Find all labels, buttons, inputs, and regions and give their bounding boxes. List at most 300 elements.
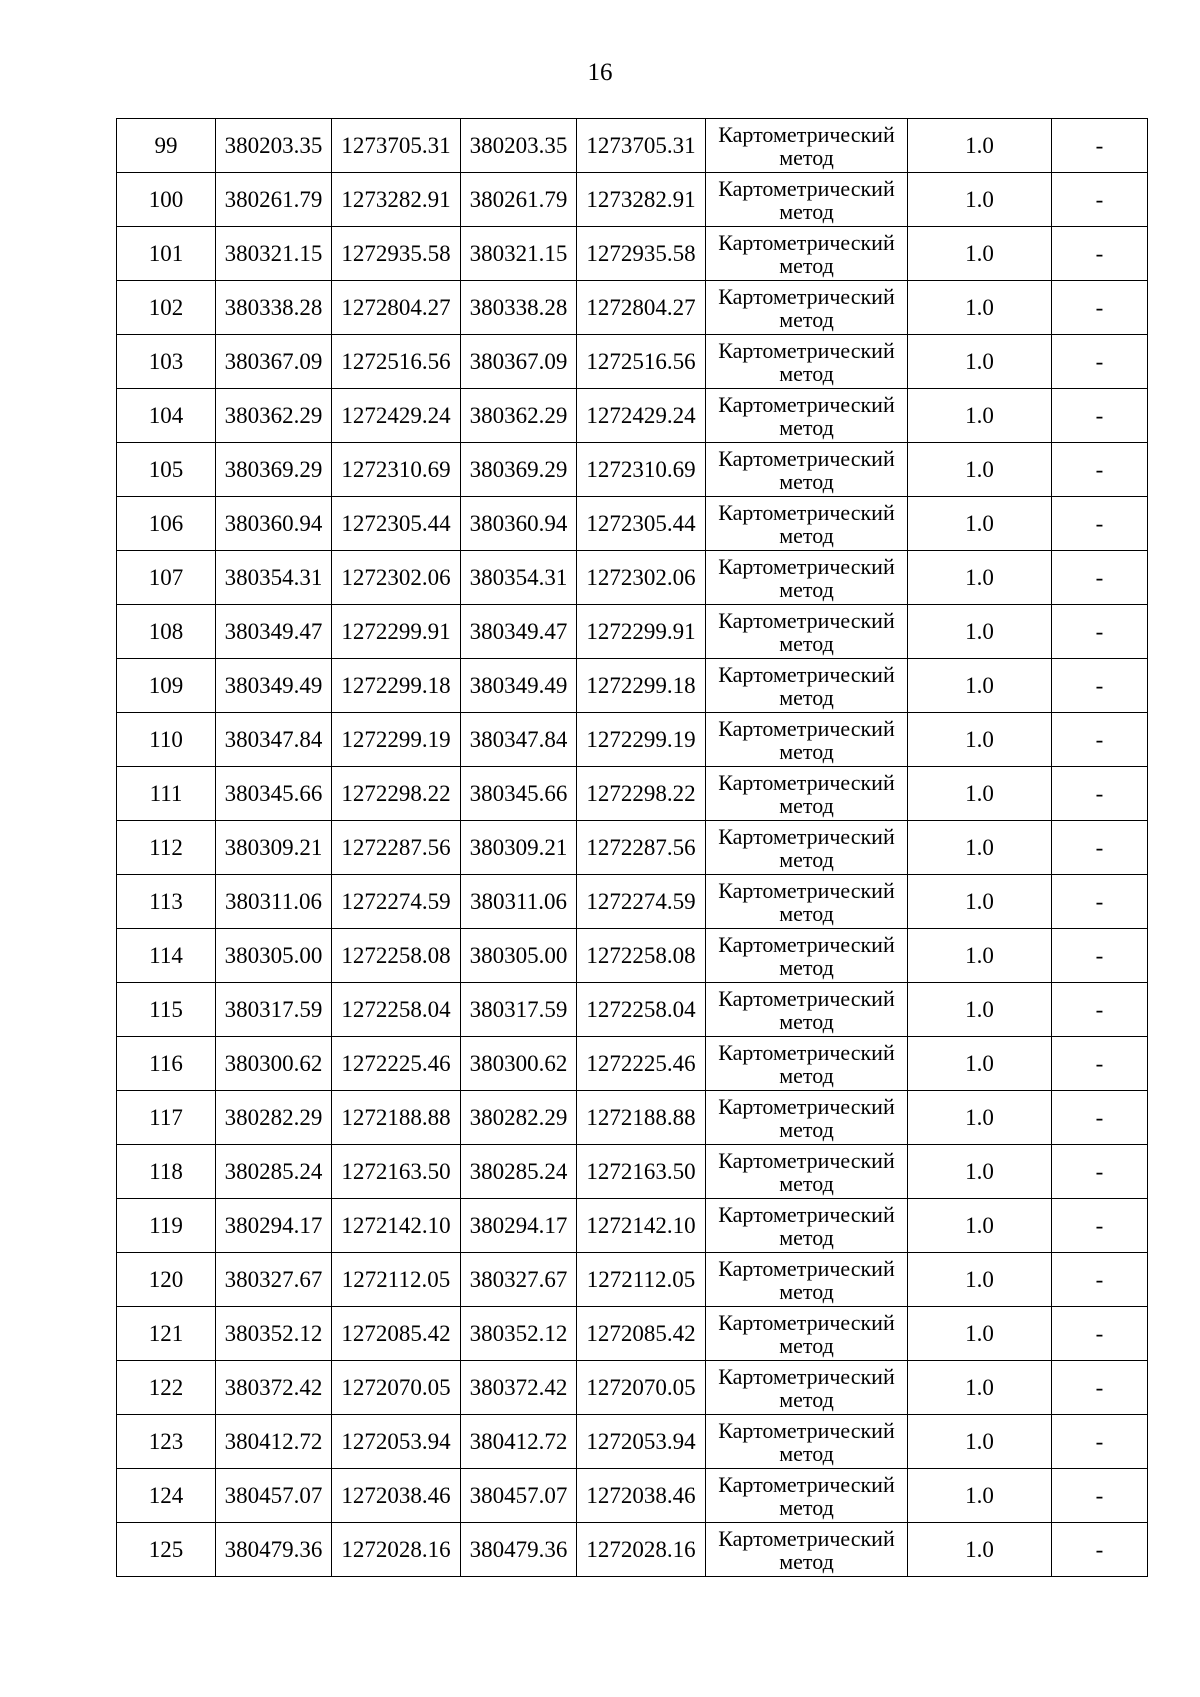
x-coordinate-existing-cell: 380317.59: [461, 983, 577, 1037]
note-cell: -: [1052, 983, 1148, 1037]
method-cell: [706, 821, 908, 875]
x-coordinate-existing-cell: 380457.07: [461, 1469, 577, 1523]
x-coordinate-existing-cell: 380338.28: [461, 281, 577, 335]
note-cell: -: [1052, 281, 1148, 335]
method-cell: [706, 1145, 908, 1199]
point-number-cell: 117: [117, 1091, 216, 1145]
point-number-cell: 118: [117, 1145, 216, 1199]
accuracy-cell: 1.0: [908, 497, 1052, 551]
x-coordinate-existing-cell: 380282.29: [461, 1091, 577, 1145]
accuracy-cell: 1.0: [908, 1091, 1052, 1145]
x-coordinate-cell: 380367.09: [216, 335, 332, 389]
method-cell: [706, 1307, 908, 1361]
y-coordinate-cell: 1272299.18: [332, 659, 461, 713]
table-row: [117, 1523, 1148, 1577]
method-line-1: Картометрический: [718, 715, 895, 741]
y-coordinate-cell: 1272429.24: [332, 389, 461, 443]
x-coordinate-cell: 380412.72: [216, 1415, 332, 1469]
table-row: [117, 1361, 1148, 1415]
x-coordinate-existing-cell: 380309.21: [461, 821, 577, 875]
y-coordinate-cell: 1272302.06: [332, 551, 461, 605]
accuracy-cell: 1.0: [908, 551, 1052, 605]
x-coordinate-cell: 380285.24: [216, 1145, 332, 1199]
table-row: [117, 335, 1148, 389]
table-row: [117, 389, 1148, 443]
accuracy-cell: 1.0: [908, 1469, 1052, 1523]
y-coordinate-existing-cell: 1272287.56: [577, 821, 706, 875]
table-row: [117, 1415, 1148, 1469]
x-coordinate-cell: 380362.29: [216, 389, 332, 443]
y-coordinate-cell: 1272258.08: [332, 929, 461, 983]
method-cell: [706, 1091, 908, 1145]
accuracy-cell: 1.0: [908, 1523, 1052, 1577]
point-number-cell: 99: [117, 119, 216, 173]
accuracy-cell: 1.0: [908, 983, 1052, 1037]
method-cell: [706, 227, 908, 281]
accuracy-cell: 1.0: [908, 875, 1052, 929]
x-coordinate-existing-cell: 380367.09: [461, 335, 577, 389]
table-row: [117, 659, 1148, 713]
method-line-2: метод: [779, 1548, 834, 1574]
method-cell: [706, 443, 908, 497]
y-coordinate-existing-cell: 1272053.94: [577, 1415, 706, 1469]
method-line-1: Картометрический: [718, 1039, 895, 1065]
note-cell: -: [1052, 119, 1148, 173]
note-cell: -: [1052, 659, 1148, 713]
method-line-2: метод: [779, 1116, 834, 1142]
method-line-2: метод: [779, 414, 834, 440]
method-cell: [706, 983, 908, 1037]
point-number-cell: 101: [117, 227, 216, 281]
y-coordinate-cell: 1272804.27: [332, 281, 461, 335]
method-line-1: Картометрический: [718, 121, 895, 147]
method-line-2: метод: [779, 360, 834, 386]
x-coordinate-cell: 380347.84: [216, 713, 332, 767]
method-cell: [706, 335, 908, 389]
method-line-2: метод: [779, 738, 834, 764]
x-coordinate-cell: 380294.17: [216, 1199, 332, 1253]
y-coordinate-cell: 1272274.59: [332, 875, 461, 929]
x-coordinate-cell: 380457.07: [216, 1469, 332, 1523]
table-row: [117, 875, 1148, 929]
note-cell: -: [1052, 1415, 1148, 1469]
x-coordinate-existing-cell: 380294.17: [461, 1199, 577, 1253]
note-cell: -: [1052, 335, 1148, 389]
method-cell: [706, 875, 908, 929]
point-number-cell: 122: [117, 1361, 216, 1415]
accuracy-cell: 1.0: [908, 713, 1052, 767]
note-cell: -: [1052, 173, 1148, 227]
y-coordinate-existing-cell: 1272112.05: [577, 1253, 706, 1307]
y-coordinate-cell: 1272299.91: [332, 605, 461, 659]
y-coordinate-existing-cell: 1272188.88: [577, 1091, 706, 1145]
method-line-2: метод: [779, 144, 834, 170]
x-coordinate-existing-cell: 380203.35: [461, 119, 577, 173]
point-number-cell: 110: [117, 713, 216, 767]
y-coordinate-cell: 1272299.19: [332, 713, 461, 767]
accuracy-cell: 1.0: [908, 1199, 1052, 1253]
table-row: [117, 1253, 1148, 1307]
point-number-cell: 107: [117, 551, 216, 605]
method-line-2: метод: [779, 522, 834, 548]
x-coordinate-existing-cell: 380305.00: [461, 929, 577, 983]
x-coordinate-existing-cell: 380311.06: [461, 875, 577, 929]
method-line-2: метод: [779, 630, 834, 656]
method-line-2: метод: [779, 1224, 834, 1250]
accuracy-cell: 1.0: [908, 173, 1052, 227]
method-line-2: метод: [779, 1008, 834, 1034]
y-coordinate-cell: 1272298.22: [332, 767, 461, 821]
note-cell: -: [1052, 1469, 1148, 1523]
method-cell: [706, 551, 908, 605]
method-cell: [706, 389, 908, 443]
note-cell: -: [1052, 551, 1148, 605]
table-row: [117, 119, 1148, 173]
x-coordinate-existing-cell: 380369.29: [461, 443, 577, 497]
method-cell: [706, 497, 908, 551]
note-cell: -: [1052, 605, 1148, 659]
x-coordinate-existing-cell: 380345.66: [461, 767, 577, 821]
table-row: [117, 1307, 1148, 1361]
method-line-1: Картометрический: [718, 337, 895, 363]
table-row: [117, 551, 1148, 605]
method-line-1: Картометрический: [718, 1147, 895, 1173]
point-number-cell: 125: [117, 1523, 216, 1577]
point-number-cell: 103: [117, 335, 216, 389]
note-cell: -: [1052, 821, 1148, 875]
method-line-1: Картометрический: [718, 1471, 895, 1497]
y-coordinate-existing-cell: 1272935.58: [577, 227, 706, 281]
method-line-1: Картометрический: [718, 877, 895, 903]
x-coordinate-cell: 380338.28: [216, 281, 332, 335]
accuracy-cell: 1.0: [908, 929, 1052, 983]
y-coordinate-existing-cell: 1272070.05: [577, 1361, 706, 1415]
table-row: [117, 929, 1148, 983]
point-number-cell: 123: [117, 1415, 216, 1469]
method-cell: [706, 173, 908, 227]
y-coordinate-cell: 1272935.58: [332, 227, 461, 281]
point-number-cell: 111: [117, 767, 216, 821]
y-coordinate-cell: 1272028.16: [332, 1523, 461, 1577]
method-line-2: метод: [779, 900, 834, 926]
y-coordinate-existing-cell: 1272274.59: [577, 875, 706, 929]
x-coordinate-existing-cell: 380412.72: [461, 1415, 577, 1469]
point-number-cell: 104: [117, 389, 216, 443]
method-line-2: метод: [779, 1386, 834, 1412]
y-coordinate-existing-cell: 1272299.91: [577, 605, 706, 659]
x-coordinate-cell: 380311.06: [216, 875, 332, 929]
x-coordinate-cell: 380372.42: [216, 1361, 332, 1415]
accuracy-cell: 1.0: [908, 443, 1052, 497]
y-coordinate-cell: 1272516.56: [332, 335, 461, 389]
y-coordinate-existing-cell: 1273282.91: [577, 173, 706, 227]
table-row: [117, 443, 1148, 497]
x-coordinate-existing-cell: 380362.29: [461, 389, 577, 443]
table-body: [117, 119, 1148, 1577]
accuracy-cell: 1.0: [908, 659, 1052, 713]
y-coordinate-cell: 1272163.50: [332, 1145, 461, 1199]
method-line-1: Картометрический: [718, 229, 895, 255]
note-cell: -: [1052, 1307, 1148, 1361]
method-cell: [706, 1199, 908, 1253]
method-line-2: метод: [779, 306, 834, 332]
x-coordinate-existing-cell: 380360.94: [461, 497, 577, 551]
accuracy-cell: 1.0: [908, 1307, 1052, 1361]
method-cell: [706, 1037, 908, 1091]
accuracy-cell: 1.0: [908, 605, 1052, 659]
table-row: [117, 497, 1148, 551]
method-line-2: метод: [779, 576, 834, 602]
table-row: [117, 1469, 1148, 1523]
y-coordinate-cell: 1272287.56: [332, 821, 461, 875]
point-number-cell: 108: [117, 605, 216, 659]
note-cell: -: [1052, 227, 1148, 281]
table-row: [117, 821, 1148, 875]
x-coordinate-existing-cell: 380349.47: [461, 605, 577, 659]
method-line-2: метод: [779, 1170, 834, 1196]
method-line-1: Картометрический: [718, 1255, 895, 1281]
method-line-2: метод: [779, 954, 834, 980]
accuracy-cell: 1.0: [908, 1145, 1052, 1199]
x-coordinate-cell: 380369.29: [216, 443, 332, 497]
y-coordinate-existing-cell: 1272804.27: [577, 281, 706, 335]
note-cell: -: [1052, 443, 1148, 497]
x-coordinate-existing-cell: 380354.31: [461, 551, 577, 605]
y-coordinate-existing-cell: 1272163.50: [577, 1145, 706, 1199]
x-coordinate-existing-cell: 380261.79: [461, 173, 577, 227]
method-cell: [706, 1361, 908, 1415]
method-line-1: Картометрический: [718, 499, 895, 525]
method-line-1: Картометрический: [718, 1309, 895, 1335]
x-coordinate-cell: 380345.66: [216, 767, 332, 821]
accuracy-cell: 1.0: [908, 281, 1052, 335]
method-line-1: Картометрический: [718, 985, 895, 1011]
point-number-cell: 106: [117, 497, 216, 551]
method-line-2: метод: [779, 846, 834, 872]
y-coordinate-cell: 1272310.69: [332, 443, 461, 497]
method-line-1: Картометрический: [718, 391, 895, 417]
table-row: [117, 1199, 1148, 1253]
note-cell: -: [1052, 875, 1148, 929]
method-line-1: Картометрический: [718, 661, 895, 687]
x-coordinate-cell: 380309.21: [216, 821, 332, 875]
x-coordinate-cell: 380203.35: [216, 119, 332, 173]
y-coordinate-existing-cell: 1272028.16: [577, 1523, 706, 1577]
method-cell: [706, 119, 908, 173]
note-cell: -: [1052, 497, 1148, 551]
y-coordinate-existing-cell: 1273705.31: [577, 119, 706, 173]
table-row: [117, 1091, 1148, 1145]
method-line-1: Картометрический: [718, 1201, 895, 1227]
y-coordinate-cell: 1272188.88: [332, 1091, 461, 1145]
y-coordinate-cell: 1272225.46: [332, 1037, 461, 1091]
accuracy-cell: 1.0: [908, 1253, 1052, 1307]
method-cell: [706, 1415, 908, 1469]
x-coordinate-cell: 380479.36: [216, 1523, 332, 1577]
x-coordinate-existing-cell: 380479.36: [461, 1523, 577, 1577]
point-number-cell: 105: [117, 443, 216, 497]
x-coordinate-cell: 380327.67: [216, 1253, 332, 1307]
accuracy-cell: 1.0: [908, 1037, 1052, 1091]
table-row: [117, 227, 1148, 281]
x-coordinate-existing-cell: 380327.67: [461, 1253, 577, 1307]
method-line-1: Картометрический: [718, 553, 895, 579]
point-number-cell: 100: [117, 173, 216, 227]
note-cell: -: [1052, 1253, 1148, 1307]
point-number-cell: 115: [117, 983, 216, 1037]
accuracy-cell: 1.0: [908, 821, 1052, 875]
note-cell: -: [1052, 929, 1148, 983]
y-coordinate-existing-cell: 1272302.06: [577, 551, 706, 605]
method-line-1: Картометрический: [718, 769, 895, 795]
point-number-cell: 124: [117, 1469, 216, 1523]
method-line-1: Картометрический: [718, 175, 895, 201]
method-line-2: метод: [779, 468, 834, 494]
method-line-1: Картометрический: [718, 445, 895, 471]
note-cell: -: [1052, 767, 1148, 821]
method-line-1: Картометрический: [718, 283, 895, 309]
x-coordinate-cell: 380352.12: [216, 1307, 332, 1361]
method-line-2: метод: [779, 252, 834, 278]
y-coordinate-existing-cell: 1272298.22: [577, 767, 706, 821]
x-coordinate-cell: 380349.47: [216, 605, 332, 659]
x-coordinate-cell: 380282.29: [216, 1091, 332, 1145]
method-line-2: метод: [779, 792, 834, 818]
x-coordinate-cell: 380300.62: [216, 1037, 332, 1091]
method-line-2: метод: [779, 684, 834, 710]
point-number-cell: 113: [117, 875, 216, 929]
y-coordinate-existing-cell: 1272258.08: [577, 929, 706, 983]
note-cell: -: [1052, 389, 1148, 443]
method-cell: [706, 929, 908, 983]
table-row: [117, 767, 1148, 821]
x-coordinate-cell: 380261.79: [216, 173, 332, 227]
method-line-1: Картометрический: [718, 823, 895, 849]
table-row: [117, 1145, 1148, 1199]
page-number: 16: [587, 59, 613, 86]
method-cell: [706, 605, 908, 659]
accuracy-cell: 1.0: [908, 335, 1052, 389]
x-coordinate-existing-cell: 380372.42: [461, 1361, 577, 1415]
coordinates-table: [116, 118, 1148, 1577]
method-line-1: Картометрический: [718, 1093, 895, 1119]
x-coordinate-cell: 380321.15: [216, 227, 332, 281]
x-coordinate-cell: 380354.31: [216, 551, 332, 605]
method-line-1: Картометрический: [718, 607, 895, 633]
y-coordinate-cell: 1272085.42: [332, 1307, 461, 1361]
note-cell: -: [1052, 1523, 1148, 1577]
accuracy-cell: 1.0: [908, 389, 1052, 443]
method-cell: [706, 1253, 908, 1307]
method-cell: [706, 713, 908, 767]
table-row: [117, 1037, 1148, 1091]
y-coordinate-cell: 1273282.91: [332, 173, 461, 227]
y-coordinate-cell: 1272070.05: [332, 1361, 461, 1415]
y-coordinate-cell: 1272112.05: [332, 1253, 461, 1307]
method-line-1: Картометрический: [718, 1525, 895, 1551]
accuracy-cell: 1.0: [908, 1415, 1052, 1469]
point-number-cell: 119: [117, 1199, 216, 1253]
y-coordinate-existing-cell: 1272429.24: [577, 389, 706, 443]
point-number-cell: 102: [117, 281, 216, 335]
point-number-cell: 112: [117, 821, 216, 875]
method-line-1: Картометрический: [718, 1363, 895, 1389]
method-cell: [706, 659, 908, 713]
y-coordinate-existing-cell: 1272310.69: [577, 443, 706, 497]
y-coordinate-existing-cell: 1272516.56: [577, 335, 706, 389]
accuracy-cell: 1.0: [908, 1361, 1052, 1415]
y-coordinate-existing-cell: 1272085.42: [577, 1307, 706, 1361]
point-number-cell: 120: [117, 1253, 216, 1307]
y-coordinate-existing-cell: 1272225.46: [577, 1037, 706, 1091]
y-coordinate-cell: 1272053.94: [332, 1415, 461, 1469]
x-coordinate-existing-cell: 380349.49: [461, 659, 577, 713]
y-coordinate-existing-cell: 1272299.18: [577, 659, 706, 713]
y-coordinate-existing-cell: 1272305.44: [577, 497, 706, 551]
method-line-2: метод: [779, 1332, 834, 1358]
method-cell: [706, 1469, 908, 1523]
method-line-1: Картометрический: [718, 931, 895, 957]
point-number-cell: 109: [117, 659, 216, 713]
x-coordinate-existing-cell: 380347.84: [461, 713, 577, 767]
y-coordinate-existing-cell: 1272258.04: [577, 983, 706, 1037]
x-coordinate-existing-cell: 380321.15: [461, 227, 577, 281]
method-line-2: метод: [779, 1278, 834, 1304]
x-coordinate-existing-cell: 380352.12: [461, 1307, 577, 1361]
accuracy-cell: 1.0: [908, 767, 1052, 821]
table-row: [117, 605, 1148, 659]
note-cell: -: [1052, 1361, 1148, 1415]
x-coordinate-existing-cell: 380285.24: [461, 1145, 577, 1199]
accuracy-cell: 1.0: [908, 227, 1052, 281]
point-number-cell: 114: [117, 929, 216, 983]
y-coordinate-existing-cell: 1272038.46: [577, 1469, 706, 1523]
y-coordinate-cell: 1272258.04: [332, 983, 461, 1037]
x-coordinate-existing-cell: 380300.62: [461, 1037, 577, 1091]
method-line-2: метод: [779, 1062, 834, 1088]
note-cell: -: [1052, 713, 1148, 767]
method-line-2: метод: [779, 1440, 834, 1466]
method-line-1: Картометрический: [718, 1417, 895, 1443]
y-coordinate-existing-cell: 1272142.10: [577, 1199, 706, 1253]
accuracy-cell: 1.0: [908, 119, 1052, 173]
method-line-2: метод: [779, 198, 834, 224]
note-cell: -: [1052, 1145, 1148, 1199]
note-cell: -: [1052, 1199, 1148, 1253]
method-cell: [706, 281, 908, 335]
y-coordinate-cell: 1272038.46: [332, 1469, 461, 1523]
x-coordinate-cell: 380349.49: [216, 659, 332, 713]
point-number-cell: 116: [117, 1037, 216, 1091]
x-coordinate-cell: 380305.00: [216, 929, 332, 983]
table-row: [117, 713, 1148, 767]
table-row: [117, 983, 1148, 1037]
x-coordinate-cell: 380317.59: [216, 983, 332, 1037]
method-cell: [706, 1523, 908, 1577]
method-cell: [706, 767, 908, 821]
table-row: [117, 173, 1148, 227]
method-line-2: метод: [779, 1494, 834, 1520]
y-coordinate-cell: 1273705.31: [332, 119, 461, 173]
point-number-cell: 121: [117, 1307, 216, 1361]
note-cell: -: [1052, 1091, 1148, 1145]
table-row: [117, 281, 1148, 335]
y-coordinate-cell: 1272305.44: [332, 497, 461, 551]
x-coordinate-cell: 380360.94: [216, 497, 332, 551]
y-coordinate-cell: 1272142.10: [332, 1199, 461, 1253]
y-coordinate-existing-cell: 1272299.19: [577, 713, 706, 767]
note-cell: -: [1052, 1037, 1148, 1091]
